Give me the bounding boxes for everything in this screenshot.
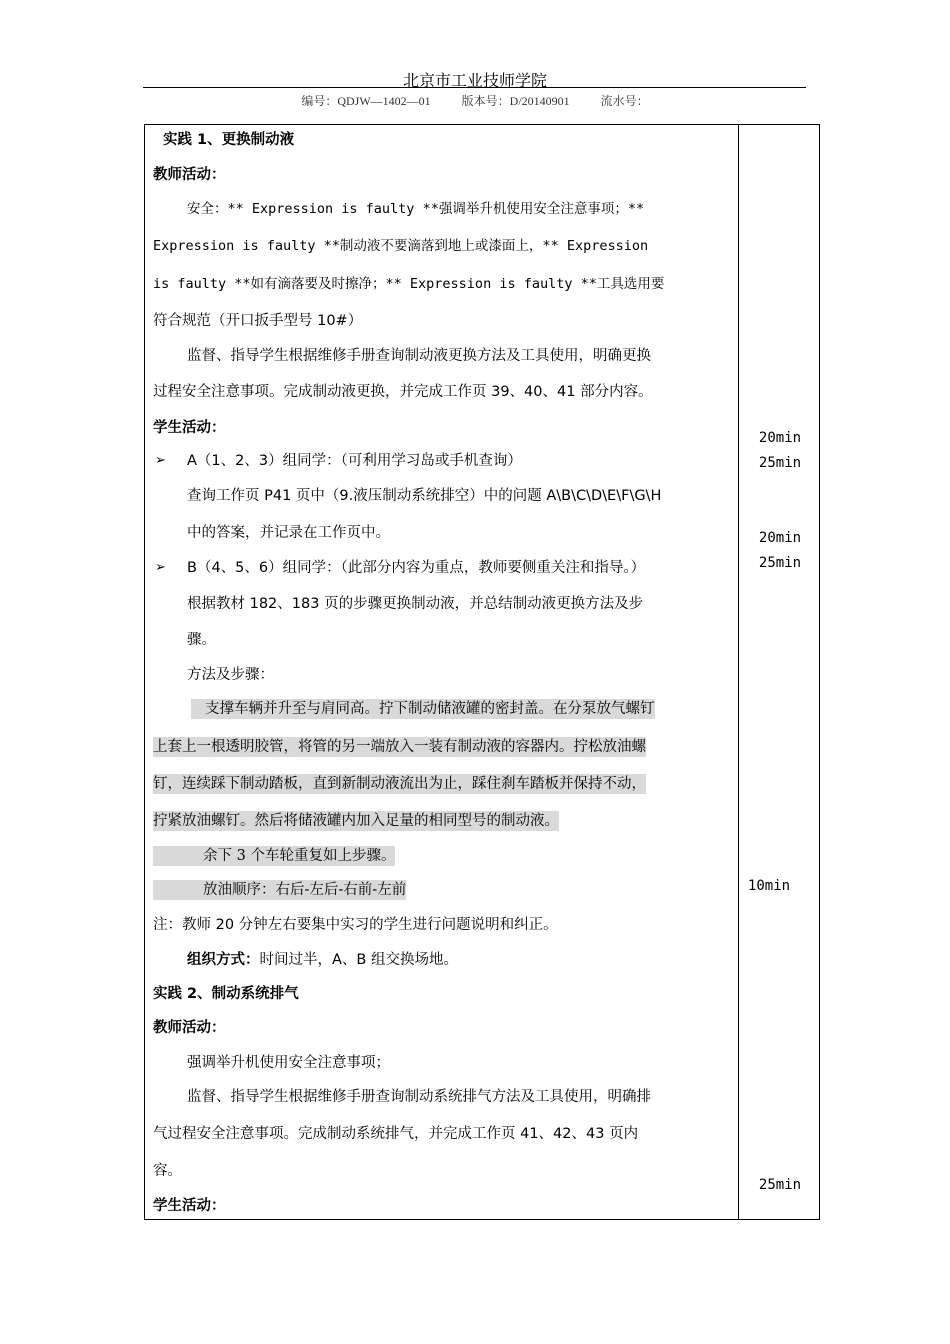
safety-line-2: Expression is faulty **制动液不要滴落到地上或漆面上，** Expression — [153, 238, 649, 254]
teacher-activity-2-heading: 教师活动： — [153, 1020, 226, 1036]
organization-text: 时间过半，A、B 组交换场地。 — [259, 952, 458, 968]
organization — [187, 950, 458, 970]
doc-code-label: 编号： — [301, 94, 338, 108]
doc-version-label: 版本号： — [461, 94, 510, 108]
safety-line-3: is faulty **如有滴落要及时擦净；** Expression is faulty **工具选用要 — [153, 276, 665, 292]
doc-code — [301, 94, 430, 108]
supervise-2-line-2: 气过程安全注意事项。完成制动系统排气，并完成工作页 41、42、43 页内 — [153, 1126, 639, 1142]
supervise-2-line-3: 容。 — [153, 1163, 182, 1179]
time-allocation: 25min — [758, 455, 802, 471]
group-b-line-1: B（4、5、6）组同学：（此部分内容为重点，教师要侧重关注和指导。） — [187, 560, 646, 576]
practice2-title: 实践 2、制动系统排气 — [153, 986, 299, 1002]
method-line-1: 支撑车辆并升至与肩同高。拧下制动储液罐的密封盖。在分泵放气螺钉 — [191, 699, 655, 719]
method-line-2: 上套上一根透明胶管，将管的另一端放入一装有制动液的容器内。拧松放油螺 — [153, 739, 646, 755]
safety-2: 强调举升机使用安全注意事项； — [187, 1055, 390, 1071]
bullet-icon: ➢ — [155, 453, 166, 468]
bullet-icon: ➢ — [155, 560, 166, 575]
supervise-2-line-1: 监督、指导学生根据维修手册查询制动系统排气方法及工具使用，明确排 — [187, 1089, 651, 1105]
time-allocation: 20min — [758, 430, 802, 446]
teacher-activity-1-heading: 教师活动： — [153, 167, 226, 183]
time-allocation: 25min — [758, 555, 802, 571]
column-divider — [738, 125, 739, 1219]
supervise-1-line-2: 过程安全注意事项。完成制动液更换，并完成工作页 39、40、41 部分内容。 — [153, 384, 653, 400]
drain-order: 放油顺序：右后-左后-右前-左前 — [153, 880, 406, 900]
supervise-1-line-1: 监督、指导学生根据维修手册查询制动液更换方法及工具使用，明确更换 — [187, 348, 651, 364]
practice1-title: 实践 1、更换制动液 — [163, 132, 295, 148]
group-b-line-2: 根据教材 182、183 页的步骤更换制动液，并总结制动液更换方法及步 — [187, 596, 644, 612]
teacher-note: 注：教师 20 分钟左右要集中实习的学生进行问题说明和纠正。 — [153, 917, 558, 933]
method-line-3: 钉，连续踩下制动踏板，直到新制动液流出为止，踩住刹车踏板并保持不动， — [153, 776, 646, 792]
document-meta — [0, 92, 950, 109]
institution-name: 北京市工业技师学院 — [402, 71, 547, 90]
method-line-4: 拧紧放油螺钉。然后将储液罐内加入足量的相同型号的制动液。 — [153, 813, 559, 829]
doc-serial-label: 流水号： — [600, 94, 649, 108]
method-heading: 方法及步骤： — [187, 667, 274, 683]
group-b-line-3: 骤。 — [187, 632, 216, 648]
repeat-steps: 余下 3 个车轮重复如上步骤。 — [153, 846, 395, 866]
doc-version-value: D/20140901 — [509, 94, 570, 108]
header-divider — [143, 87, 806, 88]
time-allocation: 20min — [758, 530, 802, 546]
lesson-table — [144, 124, 820, 1220]
doc-version — [462, 94, 570, 108]
time-allocation: 25min — [758, 1177, 802, 1193]
student-activity-2-heading: 学生活动： — [153, 1198, 226, 1214]
group-a-line-3: 中的答案，并记录在工作页中。 — [187, 525, 390, 541]
safety-line-1: 安全：** Expression is faulty **强调举升机使用安全注意事项；** — [187, 201, 645, 217]
time-allocation: 10min — [747, 878, 791, 894]
safety-line-4: 符合规范（开口扳手型号 10#） — [153, 313, 363, 329]
group-a-line-1: A（1、2、3）组同学：（可利用学习岛或手机查询） — [187, 453, 522, 469]
group-a-line-2: 查询工作页 P41 页中（9.液压制动系统排空）中的问题 A\B\C\D\E\F\G\H — [187, 488, 662, 504]
student-activity-1-heading: 学生活动： — [153, 420, 226, 436]
organization-label: 组织方式： — [187, 952, 260, 968]
doc-code-value: QDJW—1402—01 — [337, 94, 431, 108]
